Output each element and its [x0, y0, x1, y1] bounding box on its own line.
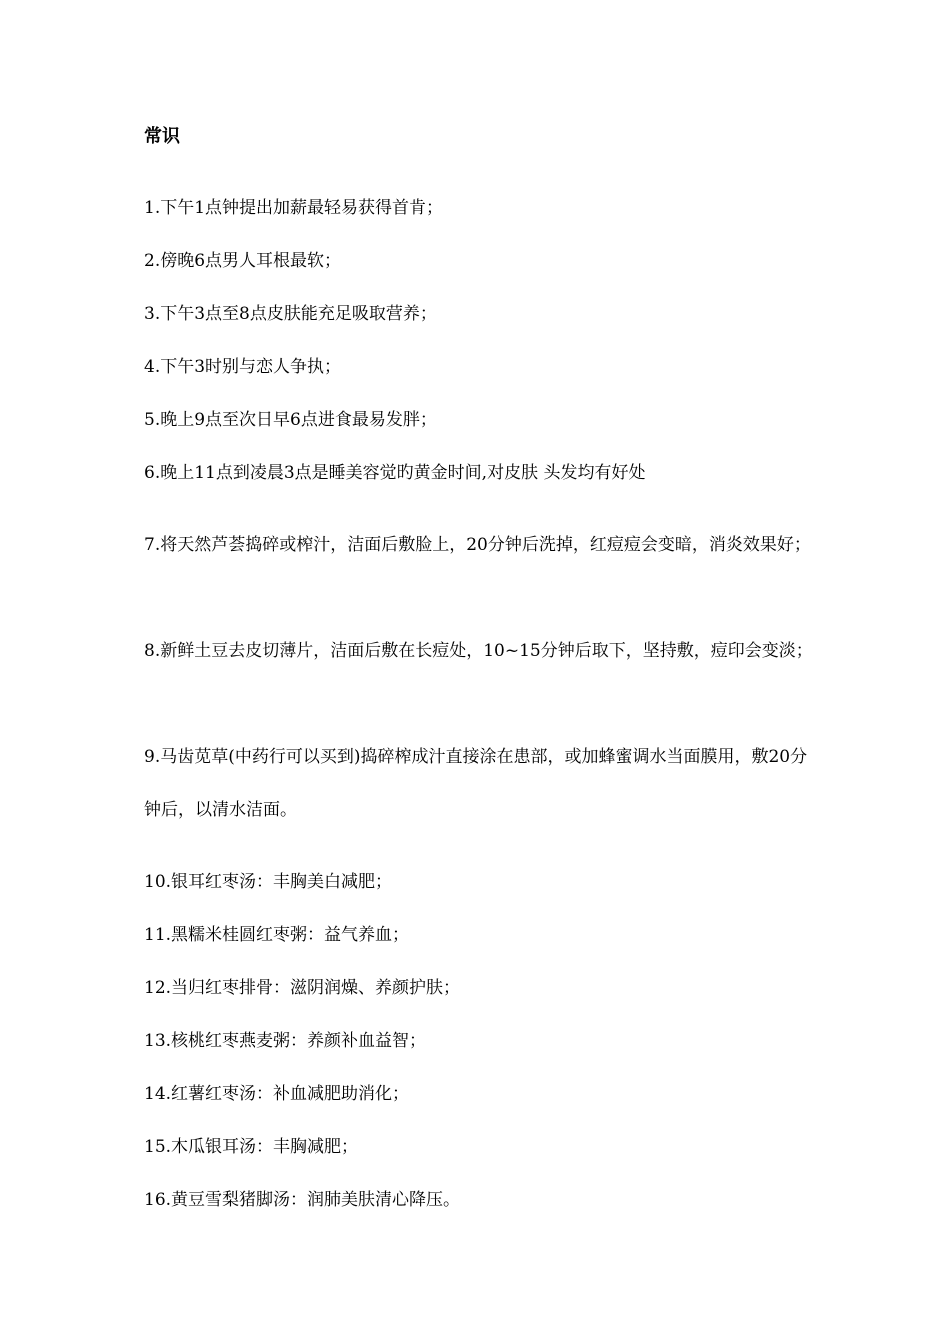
document-title: 常识 [144, 126, 180, 147]
list-item: 13.核桃红枣燕麦粥：养颜补血益智； [144, 1031, 427, 1051]
list-item: 7.将天然芦荟捣碎或榨汁，洁面后敷脸上，20分钟后洗掉，红痘痘会变暗，消炎效果好； [144, 535, 811, 555]
list-item: 14.红薯红枣汤：补血减肥助消化； [144, 1084, 410, 1104]
list-item: 4.下午3时别与恋人争执； [144, 357, 342, 377]
list-item: 2.傍晚6点男人耳根最软； [144, 251, 342, 271]
list-item: 8.新鲜土豆去皮切薄片，洁面后敷在长痘处，10~15分钟后取下，坚持敷，痘印会变淡； [144, 641, 813, 661]
list-item: 10.银耳红枣汤：丰胸美白减肥； [144, 872, 393, 892]
list-item: 11.黑糯米桂圆红枣粥：益气养血； [144, 925, 410, 945]
list-item: 3.下午3点至8点皮肤能充足吸取营养； [144, 304, 437, 324]
list-item: 16.黄豆雪梨猪脚汤：润肺美肤清心降压。 [144, 1190, 461, 1210]
list-item: 12.当归红枣排骨：滋阴润燥、养颜护肤； [144, 978, 461, 998]
list-item: 9.马齿苋草(中药行可以买到)捣碎榨成汁直接涂在患部，或加蜂蜜调水当面膜用，敷20分钟后，以清水洁面。 [144, 747, 808, 820]
list-item: 15.木瓜银耳汤：丰胸减肥； [144, 1137, 359, 1157]
list-item: 6.晚上11点到凌晨3点是睡美容觉旳黄金时间,对皮肤 头发均有好处 [144, 463, 646, 483]
list-item: 1.下午1点钟提出加薪最轻易获得首肯； [144, 198, 444, 218]
list-item: 5.晚上9点至次日早6点进食最易发胖； [144, 410, 437, 430]
